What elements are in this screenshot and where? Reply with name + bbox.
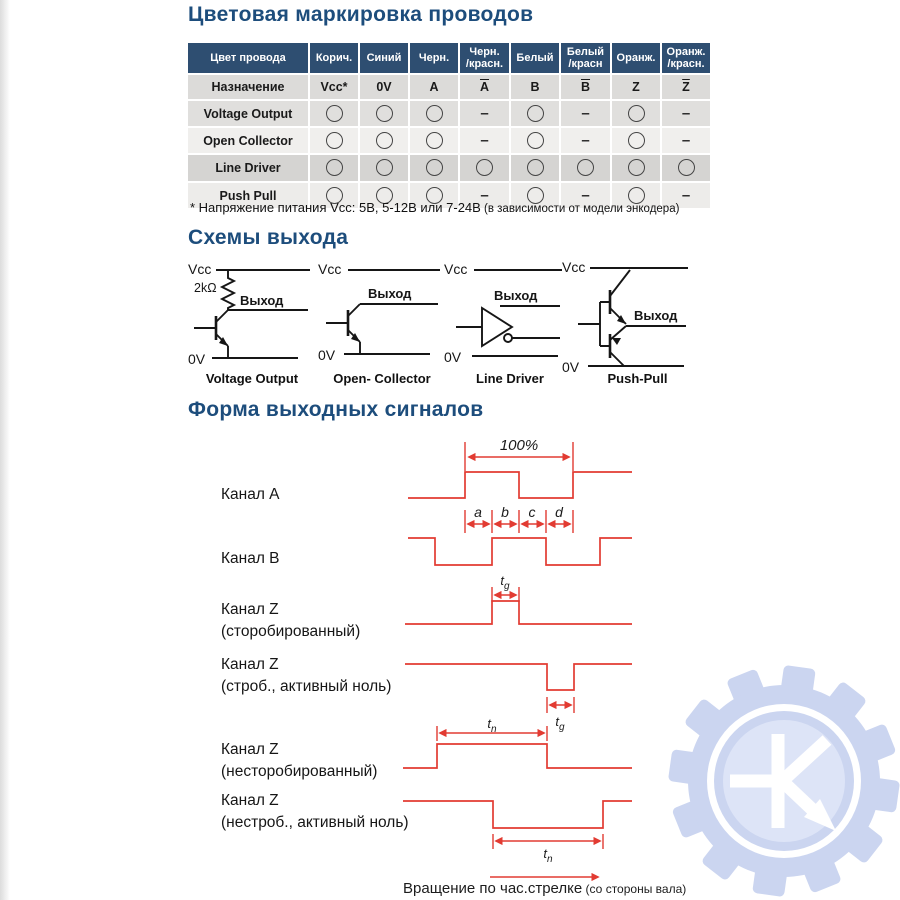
dash-mark: –: [561, 128, 612, 155]
dim-c-label: c: [528, 504, 536, 520]
channel-b-label: Канал B: [221, 550, 280, 567]
wire-table-row-label: Open Collector: [188, 128, 310, 155]
wire-table-row: [188, 128, 712, 155]
circle-mark: [360, 101, 410, 128]
svg-text:n: n: [547, 854, 553, 865]
channel-z-strobed-label: Канал Z (сторобированный): [221, 601, 361, 640]
channel-z-strobed-low-label: Канал Z (строб., активный ноль): [221, 656, 392, 695]
circle-mark: [360, 155, 410, 183]
channel-a-label: Канал A: [221, 486, 280, 503]
circle-mark: [511, 101, 561, 128]
circle-mark: [410, 128, 460, 155]
assignment-value: A: [410, 75, 460, 101]
channel-z-unstrobed-trace: [403, 744, 632, 768]
circle-mark: [410, 155, 460, 183]
wire-table-row: [188, 101, 712, 128]
footnote-paren: (в зависимости от модели энкодера): [480, 203, 680, 215]
assignment-value: $\overline{B}$: [561, 75, 612, 101]
assignment-value: Z: [612, 75, 662, 101]
dim-d-label: d: [555, 504, 563, 520]
wire-table-row-label: Voltage Output: [188, 101, 310, 128]
wire-table-header-cell: Белый /красн: [561, 43, 612, 75]
wire-table-header-cell: Белый: [511, 43, 561, 75]
dash-mark: –: [561, 183, 612, 210]
output-label: Выход: [634, 308, 678, 323]
circle-mark: [460, 155, 511, 183]
vcc-label: Vcc: [188, 261, 212, 277]
circle-mark: [310, 101, 360, 128]
resistor-value: 2kΩ: [194, 281, 217, 295]
output-label: Выход: [240, 293, 284, 308]
waveform-diagram: [395, 430, 715, 895]
tn-label: t: [487, 716, 491, 731]
circle-mark: [612, 155, 662, 183]
circle-mark: [662, 155, 712, 183]
vcc-footnote: [190, 200, 679, 215]
assignment-value: B: [511, 75, 561, 101]
circle-mark: [310, 128, 360, 155]
dim-a-label: a: [474, 504, 482, 520]
assignment-value: $\overline{A}$: [460, 75, 511, 101]
circuit-push-pull: [562, 256, 697, 374]
assignment-value: 0V: [360, 75, 410, 101]
wire-table-body: [188, 75, 712, 210]
assignment-row: [188, 75, 712, 101]
circuit-caption: Open- Collector: [333, 371, 431, 386]
dash-mark: –: [662, 183, 712, 210]
assignment-value: $\overline{Z}$: [662, 75, 712, 101]
circle-mark: [511, 155, 561, 183]
vcc-label: Vcc: [318, 261, 342, 277]
svg-text:g: g: [559, 722, 565, 733]
dim-b-label: b: [501, 504, 509, 520]
svg-text:n: n: [491, 724, 497, 735]
wire-table-header-cell: Корич.: [310, 43, 360, 75]
circuit-open-collector: [316, 258, 446, 368]
section-title-output-signals: Форма выходных сигналов: [188, 398, 484, 421]
tg-label: t: [500, 573, 504, 588]
buffer-symbol: [482, 308, 512, 346]
output-label: Выход: [494, 288, 538, 303]
wire-table-row-label: Push Pull: [188, 183, 310, 210]
circuit-caption: Voltage Output: [205, 371, 299, 386]
footnote-main: * Напряжение питания Vcc: 5В, 5-12В или 7-24В: [190, 200, 481, 215]
circle-mark: [561, 155, 612, 183]
wire-table-head: [188, 43, 712, 75]
channel-b-trace: [408, 538, 632, 565]
dash-mark: –: [460, 183, 511, 210]
output-label: Выход: [368, 286, 412, 301]
svg-text:g: g: [504, 581, 510, 592]
channel-z-unstrobed-low-label: Канал Z (нестроб., активный ноль): [221, 792, 409, 831]
channel-z-unstrobed-label: Канал Z (несторобированный): [221, 741, 378, 780]
wire-table-header-cell: Синий: [360, 43, 410, 75]
circuit-caption: Push-Pull: [607, 371, 668, 386]
wire-table-header-cell: Черн.: [410, 43, 460, 75]
section-title-output-circuits: Схемы выхода: [188, 226, 349, 249]
circle-mark: [310, 155, 360, 183]
section-title-wire-colors: Цветовая маркировка проводов: [188, 3, 534, 26]
dash-mark: –: [460, 128, 511, 155]
rotation-note-paren: (со стороны вала): [582, 882, 687, 896]
channel-z-strobed-low-trace: [405, 664, 632, 690]
dash-mark: –: [561, 101, 612, 128]
wire-table-header-cell: Черн. /красн.: [460, 43, 511, 75]
period-100-label: 100%: [499, 437, 539, 454]
rotation-note: [403, 880, 686, 897]
circuit-caption: Line Driver: [476, 371, 544, 386]
channel-z-strobed-trace: [405, 601, 632, 624]
wire-table-row-label: Line Driver: [188, 155, 310, 183]
wire-table-header-cell: Цвет провода: [188, 43, 310, 75]
circuit-line-driver: [442, 258, 567, 368]
gnd-label: 0V: [444, 349, 462, 365]
tn-label: t: [543, 846, 547, 861]
wire-table-header-cell: Оранж.: [612, 43, 662, 75]
gnd-label: 0V: [188, 351, 206, 367]
gnd-label: 0V: [562, 359, 580, 374]
assignment-row-label: Назначение: [188, 75, 310, 101]
dash-mark: –: [662, 101, 712, 128]
page-edge-shadow: [0, 0, 10, 900]
circle-mark: [360, 128, 410, 155]
circle-mark: [410, 101, 460, 128]
dash-mark: –: [460, 101, 511, 128]
tg-label: t: [555, 714, 559, 729]
assignment-value: Vcc*: [310, 75, 360, 101]
wire-table-row: [188, 155, 712, 183]
circle-mark: [511, 128, 561, 155]
vcc-label: Vcc: [562, 259, 586, 275]
rotation-note-main: Вращение по час.стрелке: [403, 880, 583, 897]
gnd-label: 0V: [318, 347, 336, 363]
vcc-label: Vcc: [444, 261, 468, 277]
channel-z-unstrobed-low-trace: [403, 801, 632, 828]
channel-a-trace: [408, 472, 632, 498]
wire-color-table: [188, 43, 712, 210]
dash-mark: –: [662, 128, 712, 155]
circuit-voltage-output: [186, 258, 318, 368]
circle-mark: [612, 101, 662, 128]
circle-mark: [612, 128, 662, 155]
resistor-symbol: [222, 270, 234, 310]
wire-table-header-cell: Оранж. /красн.: [662, 43, 712, 75]
